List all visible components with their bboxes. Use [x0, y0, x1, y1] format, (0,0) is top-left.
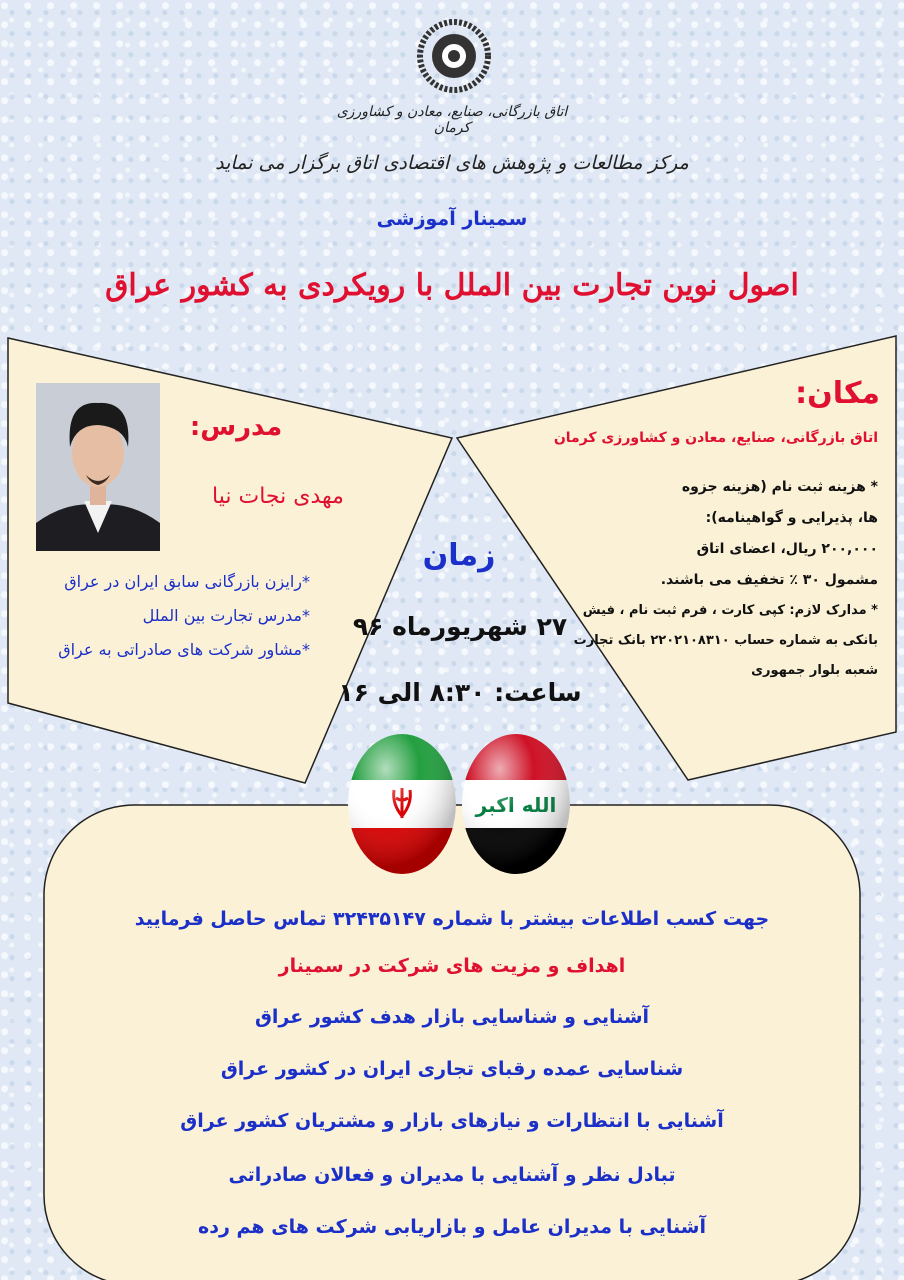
organizer-line: مرکز مطالعات و پژوهش های اقتصادی اتاق برگزار می نماید — [215, 152, 689, 174]
seminar-hours: ساعت: ۸:۳۰ الی ۱۶ — [338, 678, 582, 707]
benefit-item: شناسایی عمده رقبای تجاری ایران در کشور عراق — [220, 1058, 684, 1080]
iran-flag-icon — [346, 728, 458, 880]
instructor-bullet: *رایزن بازرگانی سابق ایران در عراق — [64, 572, 310, 591]
seminar-title: اصول نوین تجارت بین الملل با رویکردی به کشور عراق — [105, 268, 799, 303]
required-documents: * مدارک لازم: کپی کارت ، فرم ثبت نام ، فیش بانکی به شماره حساب ۲۲۰۲۱۰۸۳۱۰ بانک تجارت شعبه بلوار جمهوری — [573, 603, 878, 678]
benefit-item: آشنایی و شناسایی بازار هدف کشور عراق — [254, 1006, 650, 1028]
flags — [346, 728, 572, 880]
seminar-type: سمینار آموزشی — [376, 208, 528, 230]
seminar-date: ۲۷ شهریورماه ۹۶ — [352, 612, 568, 641]
time-label: زمان — [422, 538, 496, 573]
instructor-photo — [36, 383, 160, 551]
instructor-name: مهدی نجات نیا — [212, 484, 344, 509]
instructor-bullet: *مشاور شرکت های صادراتی به عراق — [58, 640, 310, 659]
place-value: اتاق بازرگانی، صنایع، معادن و کشاورزی کرمان — [553, 430, 878, 446]
instructor-label: مدرس: — [189, 412, 283, 442]
org-name: اتاق بازرگانی، صنایع، معادن و کشاورزی کرمان — [336, 104, 568, 136]
place-label: مکان: — [795, 376, 880, 411]
benefit-item: آشنایی با انتظارات و نیازهای بازار و مشتریان کشور عراق — [180, 1110, 724, 1132]
benefit-item: آشنایی با مدیران عامل و بازاریابی شرکت های هم رده — [198, 1216, 706, 1238]
chamber-logo-icon — [402, 14, 506, 98]
registration-fee: * هزینه ثبت نام (هزینه جزوه ها، پذیرایی و گواهینامه): ۲۰۰,۰۰۰ ریال، اعضای اتاق مشمول ۳۰ ٪ تخفیف می باشند. — [660, 479, 878, 588]
iraq-flag-icon — [460, 728, 572, 880]
contact-line: جهت کسب اطلاعات بیشتر با شماره ۳۲۴۳۵۱۴۷ تماس حاصل فرمایید — [134, 908, 770, 930]
benefits-title: اهداف و مزیت های شرکت در سمینار — [278, 955, 626, 977]
benefit-item: تبادل نظر و آشنایی با مدیران و فعالان صادراتی — [228, 1164, 676, 1186]
instructor-bullet: *مدرس تجارت بین الملل — [142, 606, 310, 625]
